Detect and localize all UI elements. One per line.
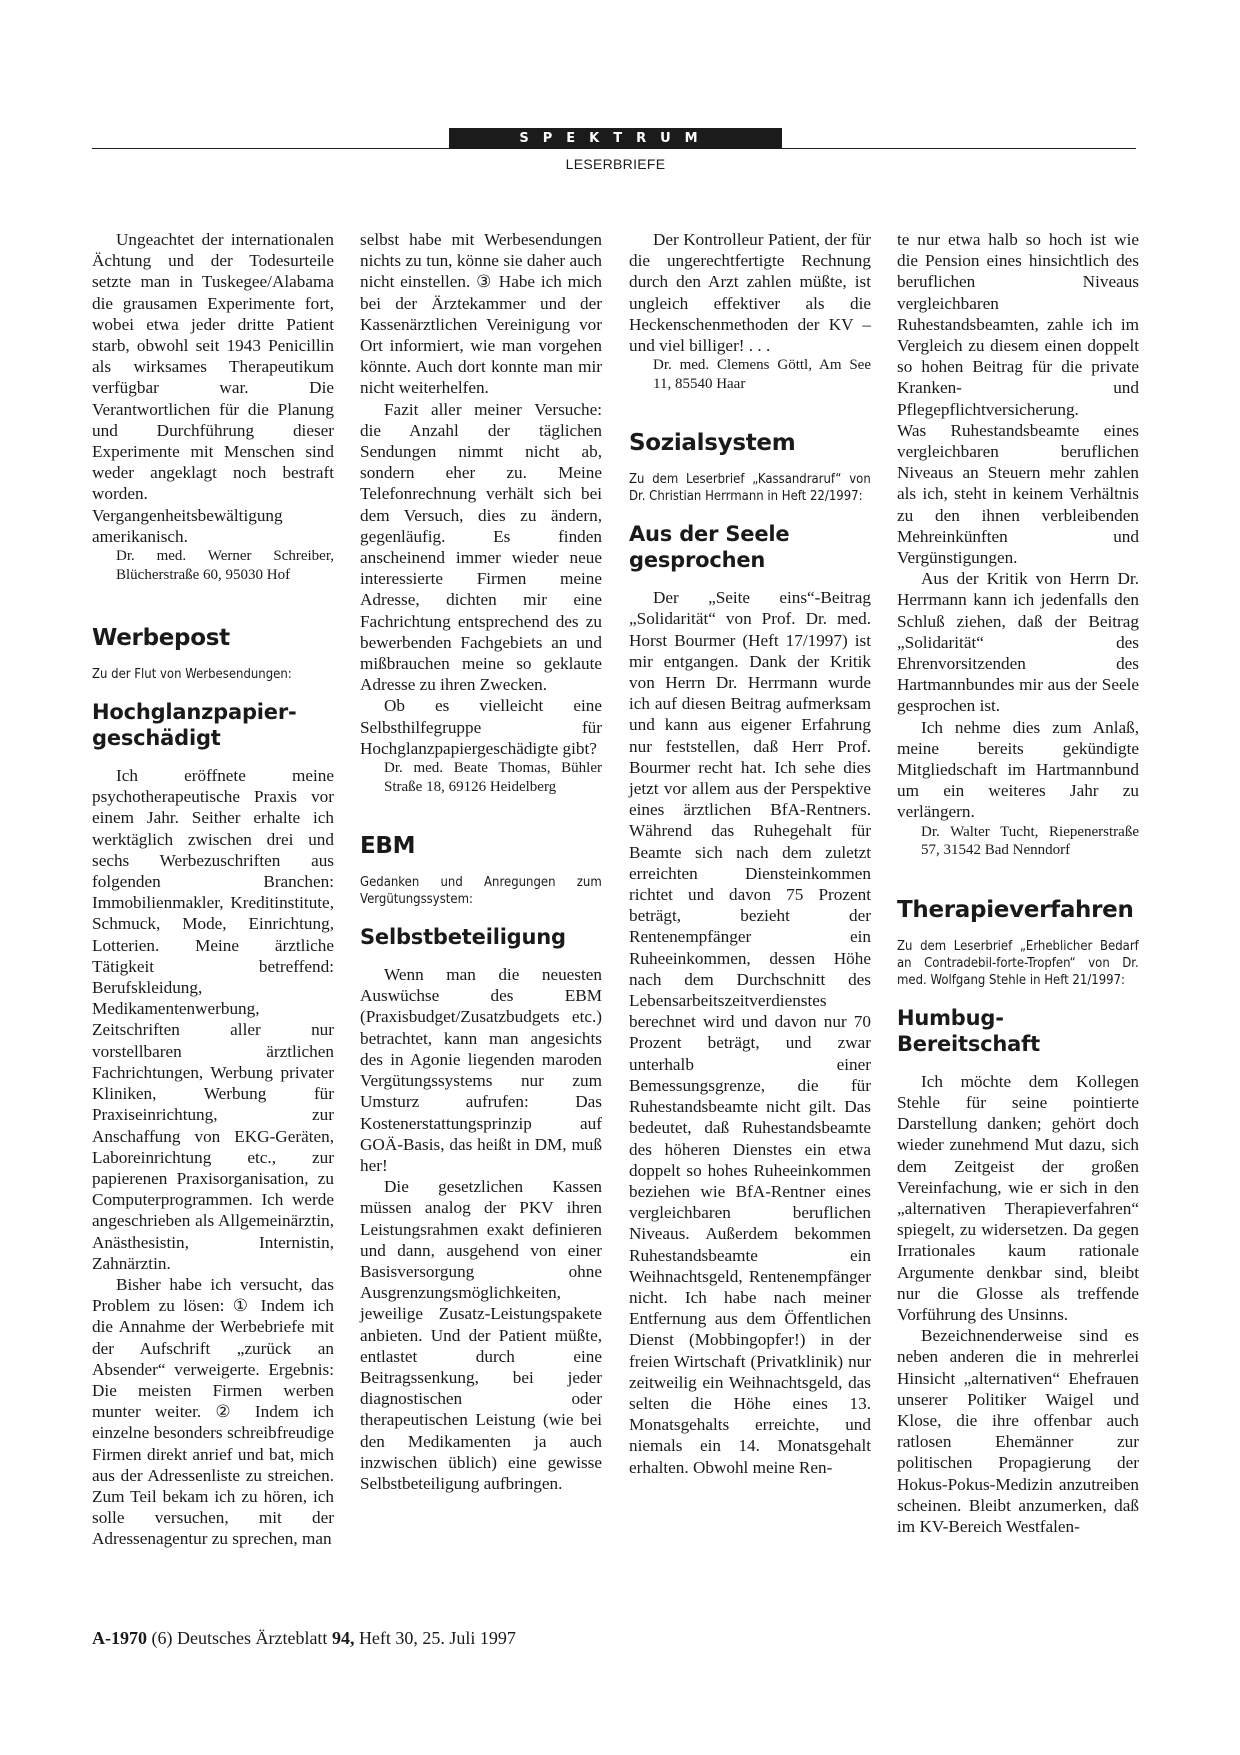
paragraph: Der „Seite eins“-Beitrag „Solidarität“ von Prof. Dr. med. Horst Bourmer (Heft 17/1997) ist mir entgangen. Dank der Kritik von Herrn Dr. Herrmann wurde ich auf diesen Beitrag aufmerksam und kann aus eigener Erfahrung nur feststellen, daß Herr Prof. Bourmer recht hat. Ich sehe dies jetzt vor allem aus der Perspektive eines ärztlichen BfA-Rentners. Während das Ruhegehalt für Beamte sich nach dem zuletzt erreichten Diensteinkommen richtet und davon 75 Prozent beträgt, bezieht der Rentenempfänger ein Ruheeinkommen, dessen Höhe nach dem Durchschnitt des Lebensarbeitszeitverdienstes berechnet wird und davon nur 70 Prozent beträgt, und zwar unterhalb einer Bemessungsgrenze, die für Ruhestandsbeamte nicht gilt. Das bedeutet, daß Ruhestandsbeamte des höheren Dienstes ein etwa doppelt so hohes Ruheeinkommen beziehen wie BfA-Rentner eines vergleichbaren beruflichen Niveaus. Außerdem bekommen Ruhestandsbeamte ein Weihnachtsgeld, Rentenempfänger nicht. Ich habe nach meiner Entfernung aus dem Öffentlichen Dienst (Mobbingopfer!) in der freien Wirtschaft (Privatklinik) nur zeitweilig ein Weihnachtsgeld, das selten die Höhe eines 13. Monatsgehalts erreichte, und niemals ein 14. Monatsgehalt erhalten. Obwohl meine Ren-	[629, 588, 871, 1477]
paragraph: Wenn man die neuesten Auswüchse des EBM (Praxisbudget/Zusatzbudgets etc.) betrachtet, kann man angesichts des in Agonie liegenden maroden Vergütungssystems nur zum Umsturz aufrufen: Das Kostenerstattungsprinzip auf GOÄ-Basis, das heißt in DM, muß her!	[360, 965, 602, 1175]
section-heading: Werbepost	[92, 625, 230, 652]
letter-title: Aus der Seele gesprochen	[629, 522, 790, 573]
paragraph: Ich nehme dies zum Anlaß, meine bereits gekündigte Mitgliedschaft im Hartmannbund um ein weiteres Jahr zu verlängern.	[897, 717, 1139, 822]
section-heading: Sozialsystem	[629, 430, 796, 457]
paragraph: selbst habe mit Werbesendungen nichts zu tun, könne sie daher auch nicht einstellen. ③ Habe ich mich bei der Ärztekammer und der Kassenärztlichen Vereinigung vor Ort informiert, wie man vorgehen könnte. Auch dort konnte man mir nicht weiterhelfen.	[360, 230, 602, 398]
paragraph: Was Ruhestandsbeamte eines vergleichbaren beruflichen Niveaus an Steuern mehr zahlen als ich, steht in keinem Verhältnis zu den ihnen verbleibenden Mehreinkünften und Vergünstigungen.	[897, 420, 1139, 568]
paragraph: Ich möchte dem Kollegen Stehle für seine pointierte Darstellung danken; gehört doch wieder zunehmend Mut dazu, sich dem Zeitgeist der großen Vereinfachung, wie er sich in den „alternativen Therapieverfahren“ spiegelt, zu widersetzen. Da gegen Irrationales kaum rationale Argumente denkbar sind, bleibt nur die Glosse als treffende Vorführung des Unsinns.	[897, 1071, 1139, 1324]
letter-reference: Zu dem Leserbrief „Erheblicher Bedarf an Contradebil-forte-Tropfen“ von Dr. med. Wolfgang Stehle in Heft 21/1997:	[897, 938, 1139, 988]
paragraph: Der Kontrolleur Patient, der für die ungerechtfertigte Rechnung durch den Arzt zahlen müßte, ist ungleich effektiver als die Heckenschenmethoden der KV – und viel billiger! . . .	[629, 230, 871, 356]
letter-signature: Dr. med. Werner Schreiber, Blücherstraße 60, 95030 Hof	[116, 548, 334, 583]
letter-signature: Dr. med. Beate Thomas, Bühler Straße 18, 69126 Heidelberg	[384, 760, 602, 795]
paragraph: Bezeichnenderweise sind es neben anderen die in mehrerlei Hinsicht „alternativen“ Ehefrauen unserer Politiker Waigel und Klose, die ihre offenbar auch ratlosen Ehemänner zur politischen Propagierung der Hokus-Pokus-Medizin anzutreiben scheinen. Bleibt anzumerken, daß im KV-Bereich Westfalen-	[897, 1326, 1139, 1536]
paragraph: Aus der Kritik von Herrn Dr. Herrmann kann ich jedenfalls den Schluß ziehen, daß der Beitrag „Solidarität“ des Ehrenvorsitzenden des Hartmannbundes mir aus der Seele gesprochen ist.	[897, 569, 1139, 716]
paragraph: Ob es vielleicht eine Selbsthilfegruppe für Hochglanzpapiergeschädigte gibt?	[360, 696, 602, 758]
section-banner: SPEKTRUM	[449, 128, 782, 149]
paragraph: te nur etwa halb so hoch ist wie die Pension eines hinsichtlich des beruflichen Niveaus vergleichbaren Ruhestandsbeamten, zahle ich im Vergleich zu diesem einen doppelt so hohen Beitrag für die private Kranken- und Pflegepflichtversicherung.	[897, 230, 1139, 419]
column-1	[92, 229, 334, 1550]
letter-signature: Dr. Walter Tucht, Riepenerstraße 57, 31542 Bad Nenndorf	[921, 823, 1139, 859]
citation-prefix: (6) Deutsches Ärzteblatt	[151, 1628, 328, 1648]
letter-reference: Zu dem Leserbrief „Kassandraruf“ von Dr. Christian Herrmann in Heft 22/1997:	[629, 472, 871, 505]
paragraph: Ungeachtet der internationalen Ächtung und der Todesurteile setzte man in Tuskegee/Alabama die grausamen Experimente fort, wobei etwa jeder dritte Patient starb, obwohl seit 1943 Penicillin als wirksames Therapeutikum verfügbar war. Die Verantwortlichen für die Planung und Durchführung dieser Experimente mit Menschen sind weder angeklagt noch bestraft worden. Vergangenheitsbewältigung amerikanisch.	[92, 230, 334, 546]
column-3	[629, 229, 871, 1478]
letter-signature: Dr. med. Clemens Göttl, Am See 11, 85540 Haar	[653, 357, 871, 392]
column-4	[897, 229, 1139, 1537]
section-subtitle: LESERBRIEFE	[565, 156, 666, 172]
column-2	[360, 229, 602, 1494]
page-number: A-1970	[92, 1628, 147, 1648]
section-heading: EBM	[360, 833, 416, 860]
page-footer	[92, 1628, 516, 1649]
letter-title: Hochglanzpapier-geschädigt	[92, 700, 297, 751]
letter-reference: Zu der Flut von Werbesendungen:	[92, 667, 292, 683]
paragraph: Ich eröffnete meine psychotherapeutische Praxis vor einem Jahr. Seither erhalte ich werktäglich zwischen drei und sechs Werbezuschriften aus folgenden Branchen: Immobilienmakler, Kreditinstitute, Schmuck, Mode, Einrichtung, Lotterien. Meine ärztliche Tätigkeit betreffend: Berufskleidung, Medikamentenwerbung, Zeitschriften aller nur vorstellbaren ärztlichen Fachrichtungen, Werbung privater Kliniken, Werbung für Praxiseinrichtung, zur Anschaffung von EKG-Geräten, Laboreinrichtung etc., zur papierenen Praxisorganisation, zu Computerprogrammen. Ich werde angeschrieben als Allgemeinärztin, Anästhesistin, Internistin, Zahnärztin.	[92, 766, 334, 1273]
section-heading: Therapieverfahren	[897, 896, 1134, 923]
paragraph: Fazit aller meiner Versuche: die Anzahl der täglichen Sendungen nimmt nicht ab, sondern eher zu. Meine Telefonrechnung verhält sich bei dem Versuch, dies zu ändern, gegenläufig. Es finden anscheinend immer wieder neue interessierte Firmen meine Adresse, dichten mir eine Fachrichtung entsprechend des zu bewerbenden Fachgebiets an und mißbrauchen meine so geklaute Adresse zu ihren Zwecken.	[360, 399, 602, 695]
citation-suffix: Heft 30, 25. Juli 1997	[358, 1628, 516, 1648]
citation-volume: 94,	[331, 1628, 355, 1648]
letter-title: Humbug-Bereitschaft	[897, 1005, 1040, 1056]
paragraph: Bisher habe ich versucht, das Problem zu lösen: ① Indem ich die Annahme der Werbebriefe mit der Aufschrift „zurück an Absender“ verweigerte. Ergebnis: Die meisten Firmen werben munter weiter. ② Indem ich einzelne besonders schreibfreudige Firmen direkt anrief und bat, mich aus der Adressenliste zu streichen. Zum Teil bekam ich zu hören, ich solle versuchen, mit der Adressenagentur zu sprechen, man	[92, 1274, 334, 1549]
letter-title: Selbstbeteiligung	[360, 925, 566, 950]
letter-reference: Gedanken und Anregungen zum Vergütungssystem:	[360, 875, 602, 908]
paragraph: Die gesetzlichen Kassen müssen analog der PKV ihren Leistungsrahmen exakt definieren und dann, ausgehend von einer Basisversorgung ohne Ausgrenzungsmöglichkeiten, jeweilige Zusatz-Leistungspakete anbieten. Und der Patient müßte, entlastet durch eine Beitragssenkung, bei jeder diagnostischen oder therapeutischen Leistung (wie bei den Medikamenten ja auch inzwischen üblich) eine gewisse Selbstbeteiligung aufbringen.	[360, 1177, 602, 1493]
